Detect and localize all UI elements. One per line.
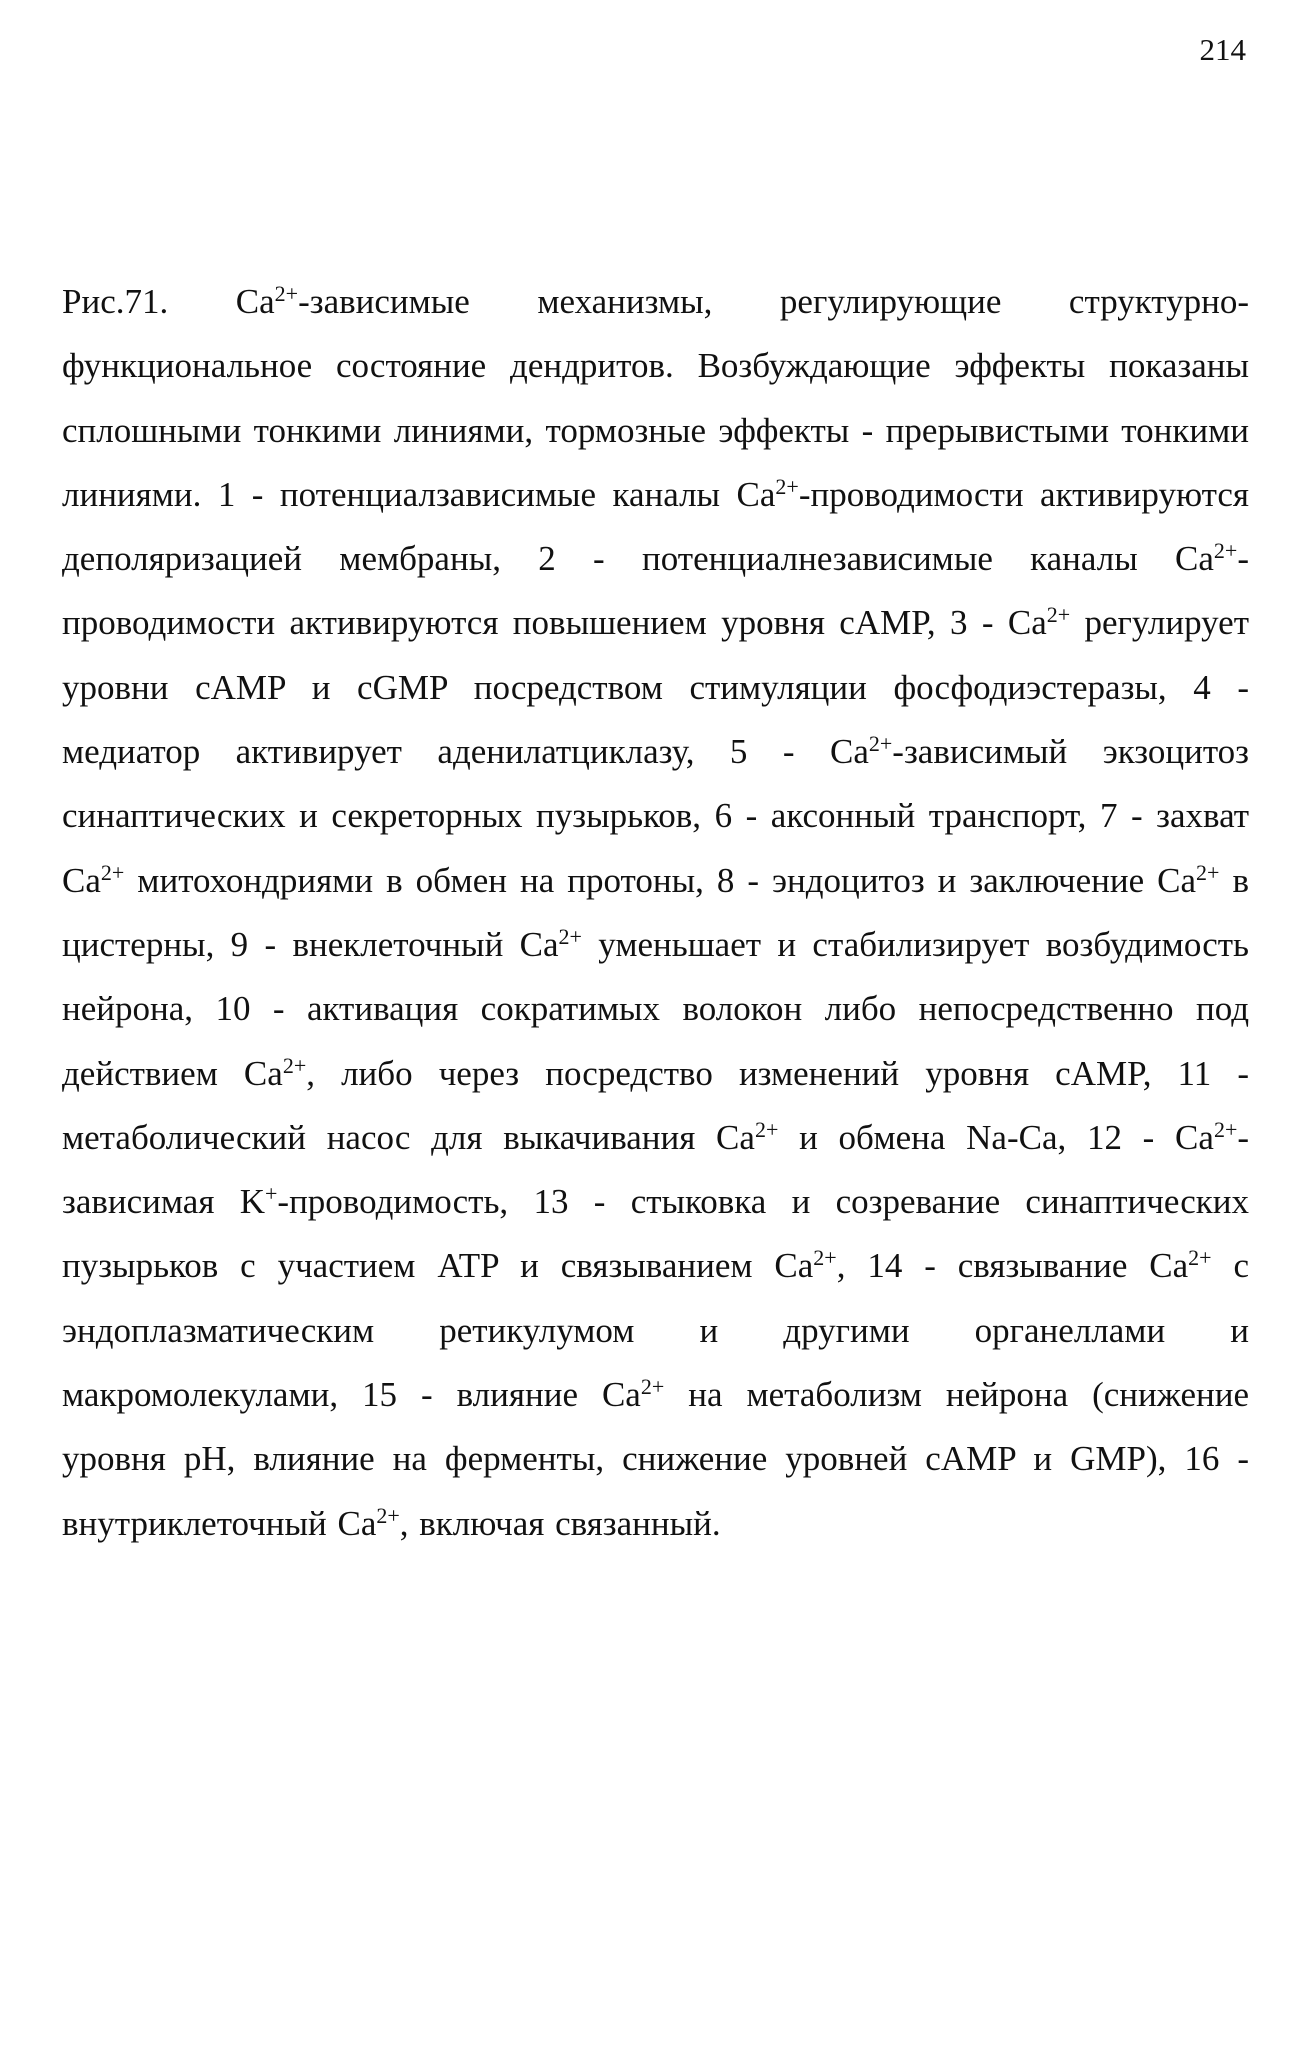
caption-text: , включая связанный. bbox=[399, 1503, 721, 1543]
superscript: 2+ bbox=[813, 1245, 837, 1271]
caption-text: -зависимые механизмы, регулирующие структурно-функциональное состояние дендритов. Возбуждающие эффекты показаны сплошными тонкими линиями, тормозные эффекты - прерывистыми тонкими линиями. 1 - потенциалзависимые каналы Ca bbox=[62, 282, 1249, 514]
superscript: + bbox=[265, 1181, 278, 1207]
superscript: 2+ bbox=[775, 473, 799, 499]
superscript: 2+ bbox=[1213, 1116, 1238, 1142]
caption-text: -проводимость, 13 - стыковка и созревание синаптических пузырьков с участием ATP и связыванием Ca bbox=[62, 1182, 1250, 1286]
caption-text: и обмена Na-Ca, 12 - Ca bbox=[778, 1117, 1214, 1157]
superscript: 2+ bbox=[1188, 1245, 1212, 1271]
caption-text: регулирует уровни cAMP и cGMP посредством стимуляции фосфодиэстеразы, 4 - медиатор активирует аденилатциклазу, 5 - Ca bbox=[62, 603, 1249, 772]
superscript: 2+ bbox=[640, 1373, 665, 1399]
superscript: 2+ bbox=[376, 1502, 400, 1528]
caption-body bbox=[62, 282, 1249, 1543]
figure-label: Рис.71. bbox=[62, 282, 169, 321]
superscript: 2+ bbox=[868, 730, 893, 756]
caption-text: -зависимая K bbox=[62, 1117, 1250, 1222]
caption-text: на метаболизм нейрона (снижение уровня pH, влияние на ферменты, снижение уровней cAMP и GMP), 16 - внутриклеточный Ca bbox=[62, 1375, 1249, 1543]
superscript: 2+ bbox=[754, 1116, 779, 1142]
superscript: 2+ bbox=[558, 923, 582, 949]
caption-text: , 14 - связывание Ca bbox=[836, 1246, 1189, 1286]
page-number: 214 bbox=[1199, 32, 1246, 67]
caption-text: Ca bbox=[168, 282, 275, 321]
caption-text: , либо через посредство изменений уровня cAMP, 11 - метаболический насос для выкачивания Ca bbox=[62, 1053, 1249, 1157]
superscript: 2+ bbox=[100, 859, 125, 885]
caption-text: -зависимый экзоцитоз синаптических и секреторных пузырьков, 6 - аксонный транспорт, 7 - захват Ca bbox=[62, 732, 1249, 900]
figure-caption bbox=[62, 270, 1249, 1556]
superscript: 2+ bbox=[1213, 538, 1238, 564]
caption-text: в цистерны, 9 - внеклеточный Ca bbox=[62, 860, 1249, 964]
caption-text: -проводимости активируются повышением уровня cAMP, 3 - Ca bbox=[62, 539, 1249, 643]
superscript: 2+ bbox=[274, 280, 299, 306]
caption-text: с эндоплазматическим ретикулумом и другими органеллами и макромолекулами, 15 - влияние Ca bbox=[62, 1246, 1249, 1415]
superscript: 2+ bbox=[282, 1052, 307, 1078]
caption-text: уменьшает и стабилизирует возбудимость нейрона, 10 - активация сократимых волокон либо непосредственно под действием Ca bbox=[62, 924, 1249, 1093]
caption-text: митохондриями в обмен на протоны, 8 - эндоцитоз и заключение Ca bbox=[124, 860, 1197, 900]
superscript: 2+ bbox=[1196, 859, 1220, 885]
caption-text: -проводимости активируются деполяризацией мембраны, 2 - потенциалнезависимые каналы Ca bbox=[62, 474, 1249, 579]
superscript: 2+ bbox=[1046, 602, 1071, 628]
